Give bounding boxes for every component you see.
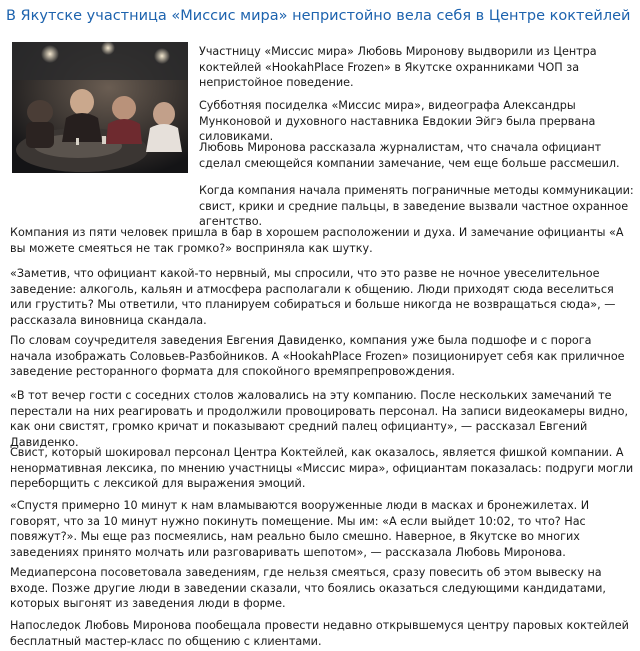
paragraph-5: Компания из пяти человек пришла в бар в хорошем расположении и духа. И замечание официанты «А вы можете смеяться не так громко?» восприняла как шутку. xyxy=(10,226,624,255)
paragraph-6: «Заметив, что официант какой-то нервный, мы спросили, что это разве не ночное увеселительное заведение: алкоголь, кальян и атмосфера располагали к общению. Люди приходят сюда веселиться или грустить? Мы ответили, что планируем собираться и больше никогда не возвращаться сюда», — рассказала виновница скандала. xyxy=(10,267,616,327)
paragraph-10: «Спустя примерно 10 минут к нам вламываются вооруженные люди в масках и бронежилетах. И говорят, что за 10 минут нужно покинуть помещение. Мы им: «А если выйдет 10:02, то что? Нас повяжут?». Мы еще раз посмеялись, нам реально было смешно. Наверное, в Якутске во многих заведениях принято молчать или разговаривать шепотом», — рассказала Любовь Миронова. xyxy=(10,499,590,559)
paragraph-12: Напоследок Любовь Миронова пообещала провести недавно открывшемуся центру паровых коктейлей бесплатный мастер-класс по общению с клиентами. xyxy=(10,619,629,648)
article-title[interactable]: В Якутске участница «Миссис мира» непристойно вела себя в Центре коктейлей xyxy=(6,8,631,24)
paragraph-4: Когда компания начала применять пограничные методы коммуникации: свист, крики и средние пальцы, в заведение вызвали частное охранное агентство. xyxy=(199,184,634,229)
article-photo xyxy=(12,42,188,173)
paragraph-11: Медиаперсона посоветовала заведениям, где нельзя смеяться, сразу повесить об этом вывеску на входе. Позже другие люди в заведении сказали, что боялись оказаться следующими кандидатами, которых выгонят из заведения люди в форме. xyxy=(10,566,606,611)
paragraph-8: «В тот вечер гости с соседних столов жаловались на эту компанию. После нескольких замечаний те перестали на них реагировать и продолжили провоцировать персонал. На записи видеокамеры видно, как они свистят, громко кричат и показывают средний палец официанту», — рассказал Евгений Давиденко. xyxy=(10,389,629,449)
bar-photo-illustration xyxy=(12,42,188,173)
paragraph-7: По словам соучредителя заведения Евгения Давиденко, компания уже была подшофе и с порога начала изображать Соловьев-Разбойников. А «HookahPlace Frozen» позиционирует себя как приличное заведение ресторанного формата для спокойного времяпрепровождения. xyxy=(10,334,625,379)
paragraph-3: Любовь Миронова рассказала журналистам, что сначала официант сделал смеющейся компании замечание, чем еще больше рассмешил. xyxy=(199,141,620,170)
paragraph-9: Свист, который шокировал персонал Центра Коктейлей, как оказалось, является фишкой компании. А ненормативная лексика, по мнению участницы «Миссис мира», официантам показалась: подруги могли переборщить с лексикой для выражения эмоций. xyxy=(10,446,634,491)
paragraph-2: Субботняя посиделка «Миссис мира», видеографа Александры Мунконовой и духовного наставника Евдокии Эйгэ была прервана силовиками. xyxy=(199,99,596,144)
paragraph-1: Участницу «Миссис мира» Любовь Миронову выдворили из Центра коктейлей «HookahPlace Frozen» в Якутске охранниками ЧОП за непристойное поведение. xyxy=(199,45,597,90)
